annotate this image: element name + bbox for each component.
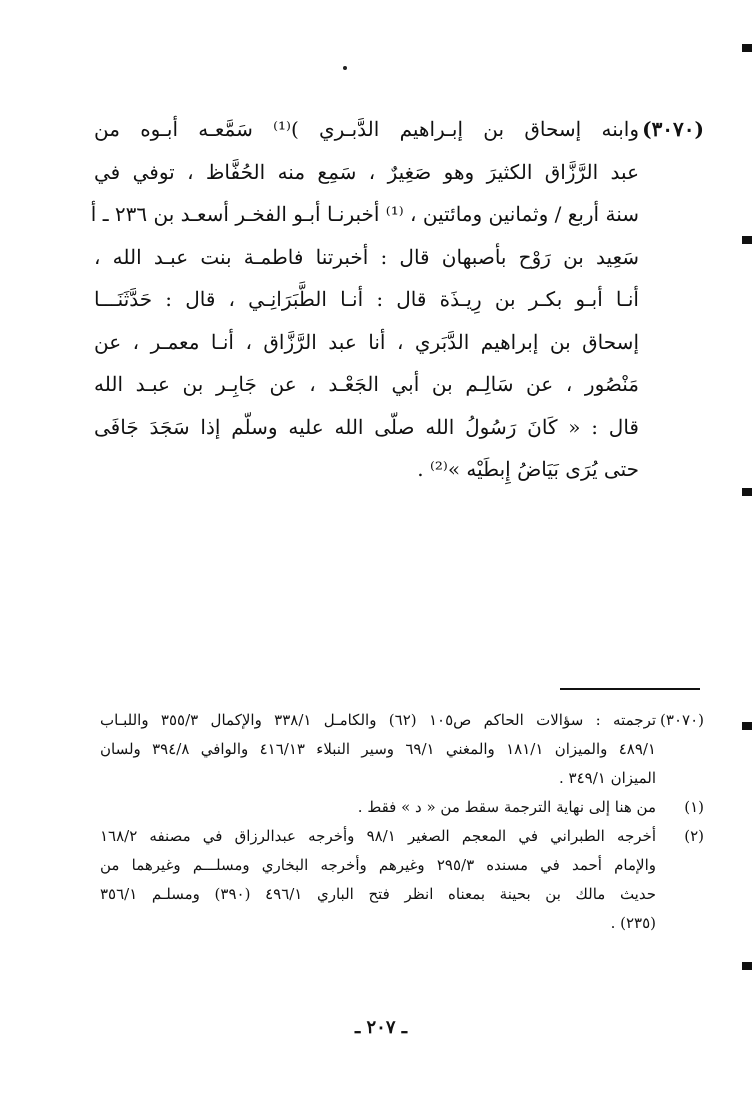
footnote-line: ترجمته : سؤالات الحاكم ص١٠٥ (٦٢) والكامـل ٣٣٨/١ والإكمال ٣٥٥/٣ واللبـاب: [100, 711, 657, 729]
edge-mark: [742, 962, 752, 970]
page-number: ـ ٢٠٧ ـ: [354, 1017, 408, 1038]
entry-line: قال : « كَانَ رَسُولُ الله صلّى الله عليه وسلّم إذا سَجَدَ جَافَى: [94, 414, 639, 439]
edge-mark: [742, 488, 752, 496]
edge-mark: [742, 44, 752, 52]
entry-line: سَعِيد بن رَوْح بأصبهان قال : أخبرتنا فاطمـة بنت عبـد الله ،: [94, 244, 639, 269]
entry-line: عبد الرَّزَّاق الكثيرَ وهو صَغِيرٌ ، سَمِع منه الحُفَّاظ ، توفي في: [94, 159, 639, 184]
entry-text: [90, 108, 640, 491]
footnote: [100, 822, 704, 938]
entry-line: سنة أربع / وثمانين ومائتين ، ⁽¹⁾ أخبرنـا أبـو الفخـر أسعـد بن ٢٣٦ ـ أ: [90, 202, 639, 226]
footnote: [100, 793, 704, 822]
footnote: [100, 706, 704, 793]
footnote-line: والإمام أحمد في مسنده ٢٩٥/٣ وغيرهم وأخرجه البخاري ومسلـــم وغيرهما من: [100, 856, 656, 874]
entry-number: (٣٠٧٠): [642, 117, 704, 141]
entry-line: إسحاق بن إبراهيم الدَّبَري ، أنا عبد الرَّزَّاق ، أنـا معمـر ، عن: [94, 329, 639, 354]
entry-line: وابنه إسحاق بن إبـراهيم الدَّبـري )⁽¹⁾ سَمَّعـه أبـوه من: [94, 117, 640, 141]
footnote-marker: (٣٠٧٠): [660, 711, 704, 729]
entry-line: حتى يُرَى بَيَاضُ إِبطَيْه »⁽²⁾ .: [417, 457, 639, 481]
entry-line: أنـا أبـو بكـر بن رِيـذَة قال : أنـا الطَّبَرَانِـي ، قال : حَدَّثَنَـــا: [94, 287, 639, 311]
footnote-line: (٢٣٥) .: [610, 914, 656, 932]
entry-line: مَنْصُور ، عن سَالِـم بن أبي الجَعْـد ، عن جَابِـر بن عبـد الله: [94, 372, 639, 396]
footnote-line: أخرجه الطبراني في المعجم الصغير ٩٨/١ وأخرجه عبدالرزاق في مصنفه ١٦٨/٢: [100, 827, 656, 845]
ink-dot: [343, 66, 347, 70]
footnote-marker: (٢): [684, 827, 704, 845]
footnote-separator: [560, 688, 700, 690]
edge-mark: [742, 722, 752, 730]
footnote-line: حديث مالك بن بحينة بمعناه انظر فتح الباري ٤٩٦/١ (٣٩٠) ومسلـم ٣٥٦/١: [100, 885, 656, 903]
footnote-line: ٤٨٩/١ والميزان ١٨١/١ والمغني ٦٩/١ وسير النبلاء ٤١٦/١٣ والوافي ٣٩٤/٨ ولسان: [100, 740, 656, 758]
footnote-line: الميزان ٣٤٩/١ .: [559, 769, 656, 787]
footnotes: [100, 706, 704, 938]
edge-mark: [742, 236, 752, 244]
footnote-marker: (١): [684, 798, 704, 816]
footnote-line: من هنا إلى نهاية الترجمة سقط من « د » فقط .: [357, 798, 656, 816]
